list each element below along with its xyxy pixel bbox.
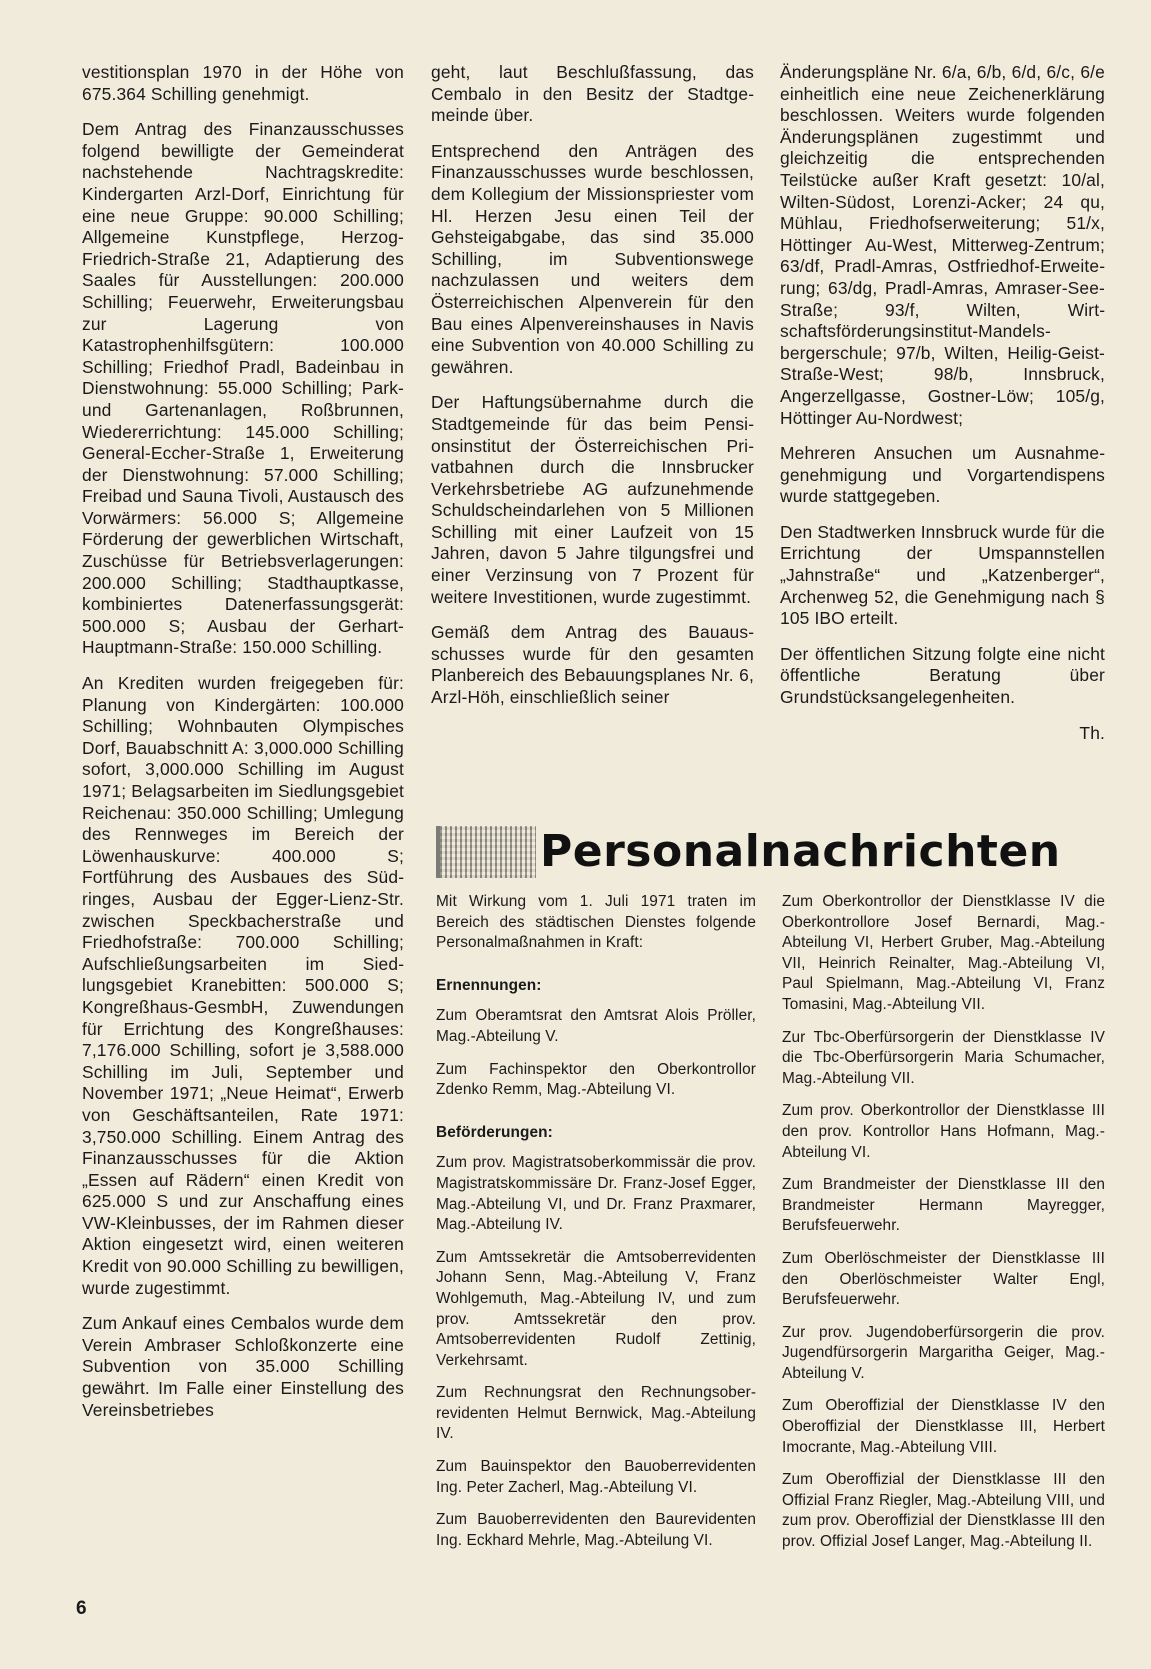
text-column-3 — [780, 62, 1105, 758]
list-item: Zum prov. Magistratsoberkommissär die prov. Magistratskommissäre Dr. Franz-Josef Egger, Mag.-Abteilung VI, und Dr. Franz Praxmarer, Mag.-Abteilung IV. — [436, 1154, 756, 1234]
paragraph: Der Haftungsübernahme durch die Stadtgemeinde für das beim Pensionsinstitut der Österreichischen Privatbahnen durch die Innsbrucker Verkehrsbetriebe AG aufzunehmende Schuldscheindarlehen von 5 Millionen Schilling mit einer Laufzeit von 15 Jahren, davon 5 Jahre tilgungsfrei und einer Verzinsung von 7 Prozent für weitere Investitionen, wurde zugestimmt. — [431, 392, 754, 607]
list-item: Zum Oberoffizial der Dienstklasse IV den Oberoffizial der Dienstklasse III, Herbert Imocrante, Mag.-Abteilung VIII. — [782, 1397, 1105, 1456]
paragraph: Änderungspläne Nr. 6/a, 6/b, 6/d, 6/c, 6/e einheitlich eine neue Zeichenerklärung beschlossen. Weiters wurde folgenden Änderungsplänen zugestimmt und gleichzeitig die entsprechenden Teilstücke außer Kraft gesetzt: 10/al, Wilten-Südost, Lorenzi-Acker; 24 qu, Mühlau, Friedhofserweiterung; 51/x, Höttinger Au-West, Mitterweg-Zentrum; 63/df, Pradl-Amras, Ostfriedhof-Erweiterung; 63/dg, Pradl-Amras, Amraser-See-Straße; 93/f, Wilten, Wirtschaftsförderungsinstitut-Mandelsbergerschule; 97/b, Wilten, Heilig-Geist-Straße-West; 98/b, Innsbruck, Angerzellgasse, Gostner-Löw; 105/g, Höttinger Au-Nordwest; — [780, 62, 1105, 428]
list-item: Zum Bauinspektor den Bauoberrevidenten Ing. Peter Zacherl, Mag.-Abteilung VI. — [436, 1458, 756, 1496]
list-item: Zum prov. Oberkontrollor der Dienstklasse III den prov. Kontrollor Hans Hofmann, Mag.-Abteilung VI. — [782, 1102, 1105, 1161]
heading-logo-icon — [436, 826, 536, 878]
personal-column-2 — [782, 892, 1105, 1565]
list-item: Zum Oberamtsrat den Amtsrat Alois Pröller, Mag.-Abteilung V. — [436, 1007, 756, 1045]
paragraph: Dem Antrag des Finanzausschusses folgend bewilligte der Gemeinderat nachstehende Nachtragskredite: Kindergarten Arzl-Dorf, Einrichtung für eine neue Gruppe: 90.000 Schilling; Allgemeine Kunstpflege, Herzog-Friedrich-Straße 21, Adaptierung des Saales für Ausstellungen: 200.000 Schilling; Feuerwehr, Erweiterungsbau zur Lagerung von Katastrophenhilfsgütern: 100.000 Schilling; Friedhof Pradl, Badeinbau in Dienstwohnung: 55.000 Schilling; Park- und Gartenanlagen, Roßbrunnen, Wiedererrichtung: 145.000 Schilling; General-Eccher-Straße 1, Erweiterung der Dienstwohnung: 57.000 Schilling; Freibad und Sauna Tivoli, Austausch des Vorwärmers: 56.000 S; Allgemeine Förderung der gewerblichen Wirtschaft, Zuschüsse für Betriebsverlagerungen: 200.000 Schilling; Stadthauptkasse, kombiniertes Datenerfassungsgerät: 500.000 S; Ausbau der Gerhart-Hauptmann-Straße: 150.000 Schilling. — [82, 119, 404, 658]
section-heading — [436, 822, 1076, 884]
paragraph: Mehreren Ansuchen um Ausnahmegenehmigung und Vorgartendispens wurde stattgegeben. — [780, 443, 1105, 507]
text-column-1 — [82, 62, 404, 1435]
list-item: Zum Bauoberrevidenten den Baurevidenten Ing. Eckhard Mehrle, Mag.-Abteilung VI. — [436, 1511, 756, 1549]
section-title: Personalnachrichten — [540, 826, 1061, 877]
list-item: Zum Oberlöschmeister der Dienstklasse III den Oberlöschmeister Walter Engl, Berufsfeuerwehr. — [782, 1249, 1105, 1309]
subheading-ernennungen: Ernennungen: — [436, 976, 542, 994]
list-item: Zum Fachinspektor den Oberkontrollor Zdenko Remm, Mag.-Abteilung VI. — [436, 1060, 756, 1099]
paragraph: Den Stadtwerken Innsbruck wurde für die Errichtung der Umspannstellen „Jahnstraße“ und „Katzenberger“, Archenweg 52, die Genehmigung nach § 105 IBO erteilt. — [780, 521, 1105, 629]
paragraph: An Krediten wurden freigegeben für: Planung von Kindergärten: 100.000 Schilling; Wohnbauten Olympisches Dorf, Bauabschnitt A: 3,000.000 Schilling sofort, 3,000.000 Schilling im August 1971; Belagsarbeiten im Siedlungsgebiet Reichenau: 350.000 Schilling; Umlegung des Rennweges im Bereich der Löwenhauskurve: 400.000 S; Fortführung des Ausbaues des Südringes, Ausbau der Egger-Lienz-Str. zwischen Speckbacherstraße und Friedhofstraße: 700.000 Schilling; Aufschließungsarbeiten im Siedlungsgebiet Kranebitten: 500.000 S; Kongreßhaus-GesmbH, Zuwendungen für Errichtung des Kongreßhauses: 7,176.000 Schilling, sofort je 3,588.000 Schilling im Juli, September und November 1971; „Neue Heimat“, Erwerb von Geschäftsanteilen, Rate 1971: 3,750.000 Schilling. Einem Antrag des Finanzausschusses für die Aktion „Essen auf Rädern“ einen Kredit von 625.000 S und zur Anschaffung eines VW-Kleinbusses, der im Rahmen dieser Aktion eingesetzt wird, einen weiteren Kredit von 90.000 Schilling zu bewilligen, wurde zugestimmt. — [82, 673, 404, 1298]
list-item: Zur prov. Jugendoberfürsorgerin die prov. Jugendfürsorgerin Margaritha Geiger, Mag.-Abteilung V. — [782, 1323, 1105, 1382]
page-number: 6 — [76, 1598, 87, 1619]
list-item: Zum Oberoffizial der Dienstklasse III den Offizial Franz Riegler, Mag.-Abteilung VIII, und zum prov. Oberoffizial der Dienstklasse III den prov. Offizial Josef Langer, Mag.-Abteilung II. — [782, 1471, 1105, 1551]
list-item: Zum Rechnungsrat den Rechnungsoberrevidenten Helmut Bernwick, Mag.-Abteilung IV. — [436, 1384, 756, 1443]
list-item: Zum Amtssekretär die Amtsoberrevidenten Johann Senn, Mag.-Abteilung V, Franz Wohlgemuth, Mag.-Abteilung IV, und zum prov. Amtssekretär den prov. Amtsoberrevidenten Rudolf Zettinig, Verkehrsamt. — [436, 1248, 756, 1369]
personal-intro: Mit Wirkung vom 1. Juli 1971 traten im Bereich des städtischen Dienstes folgende Personalmaßnahmen in Kraft: — [436, 893, 756, 952]
list-item: Zum Oberkontrollor der Dienstklasse IV die Oberkontrollore Josef Bernardi, Mag.-Abteilung VI, Herbert Gruber, Mag.-Abteilung VII, Heinrich Reinalter, Mag.-Abteilung VI, Paul Spielmann, Mag.-Abteilung VI, Franz Tomasini, Mag.-Abteilung VII. — [782, 893, 1105, 1013]
list-item: Zur Tbc-Oberfürsorgerin der Dienstklasse IV die Tbc-Oberfürsorgerin Maria Schumacher, Mag.-Abteilung VII. — [782, 1028, 1105, 1087]
paragraph: Zum Ankauf eines Cembalos wurde dem Verein Ambraser Schloßkonzerte eine Subvention von 35.000 Schilling gewährt. Im Falle einer Einstellung des Vereinsbetriebes — [82, 1313, 404, 1420]
author-signature: Th. — [1079, 722, 1105, 743]
paragraph: Der öffentlichen Sitzung folgte eine nicht öffentliche Beratung über Grundstücksangelegenheiten. — [780, 643, 1105, 708]
paragraph: vestitionsplan 1970 in der Höhe von 675.364 Schilling genehmigt. — [82, 62, 404, 104]
paragraph: Entsprechend den Anträgen des Finanzausschusses wurde beschlossen, dem Kollegium der Missionspriester vom Hl. Herzen Jesu einen Teil der Gehsteigabgabe, das sind 35.000 Schilling, im Subventionswege nachzulassen und weiters dem Österreichischen Alpenverein für den Bau eines Alpenvereinshauses in Navis eine Subvention von 40.000 Schilling zu gewähren. — [431, 140, 754, 377]
paragraph: geht, laut Beschlußfassung, das Cembalo in den Besitz der Stadtgemeinde über. — [431, 62, 754, 126]
subheading-befoerderungen: Beförderungen: — [436, 1123, 553, 1141]
personal-column-1 — [436, 892, 756, 1563]
paragraph: Gemäß dem Antrag des Bauausschusses wurde für den gesamten Planbereich des Bebauungsplanes Nr. 6, Arzl-Höh, einschließlich seiner — [431, 622, 754, 708]
list-item: Zum Brandmeister der Dienstklasse III den Brandmeister Hermann Mayregger, Berufsfeuerwehr. — [782, 1176, 1105, 1235]
text-column-2 — [431, 62, 754, 723]
